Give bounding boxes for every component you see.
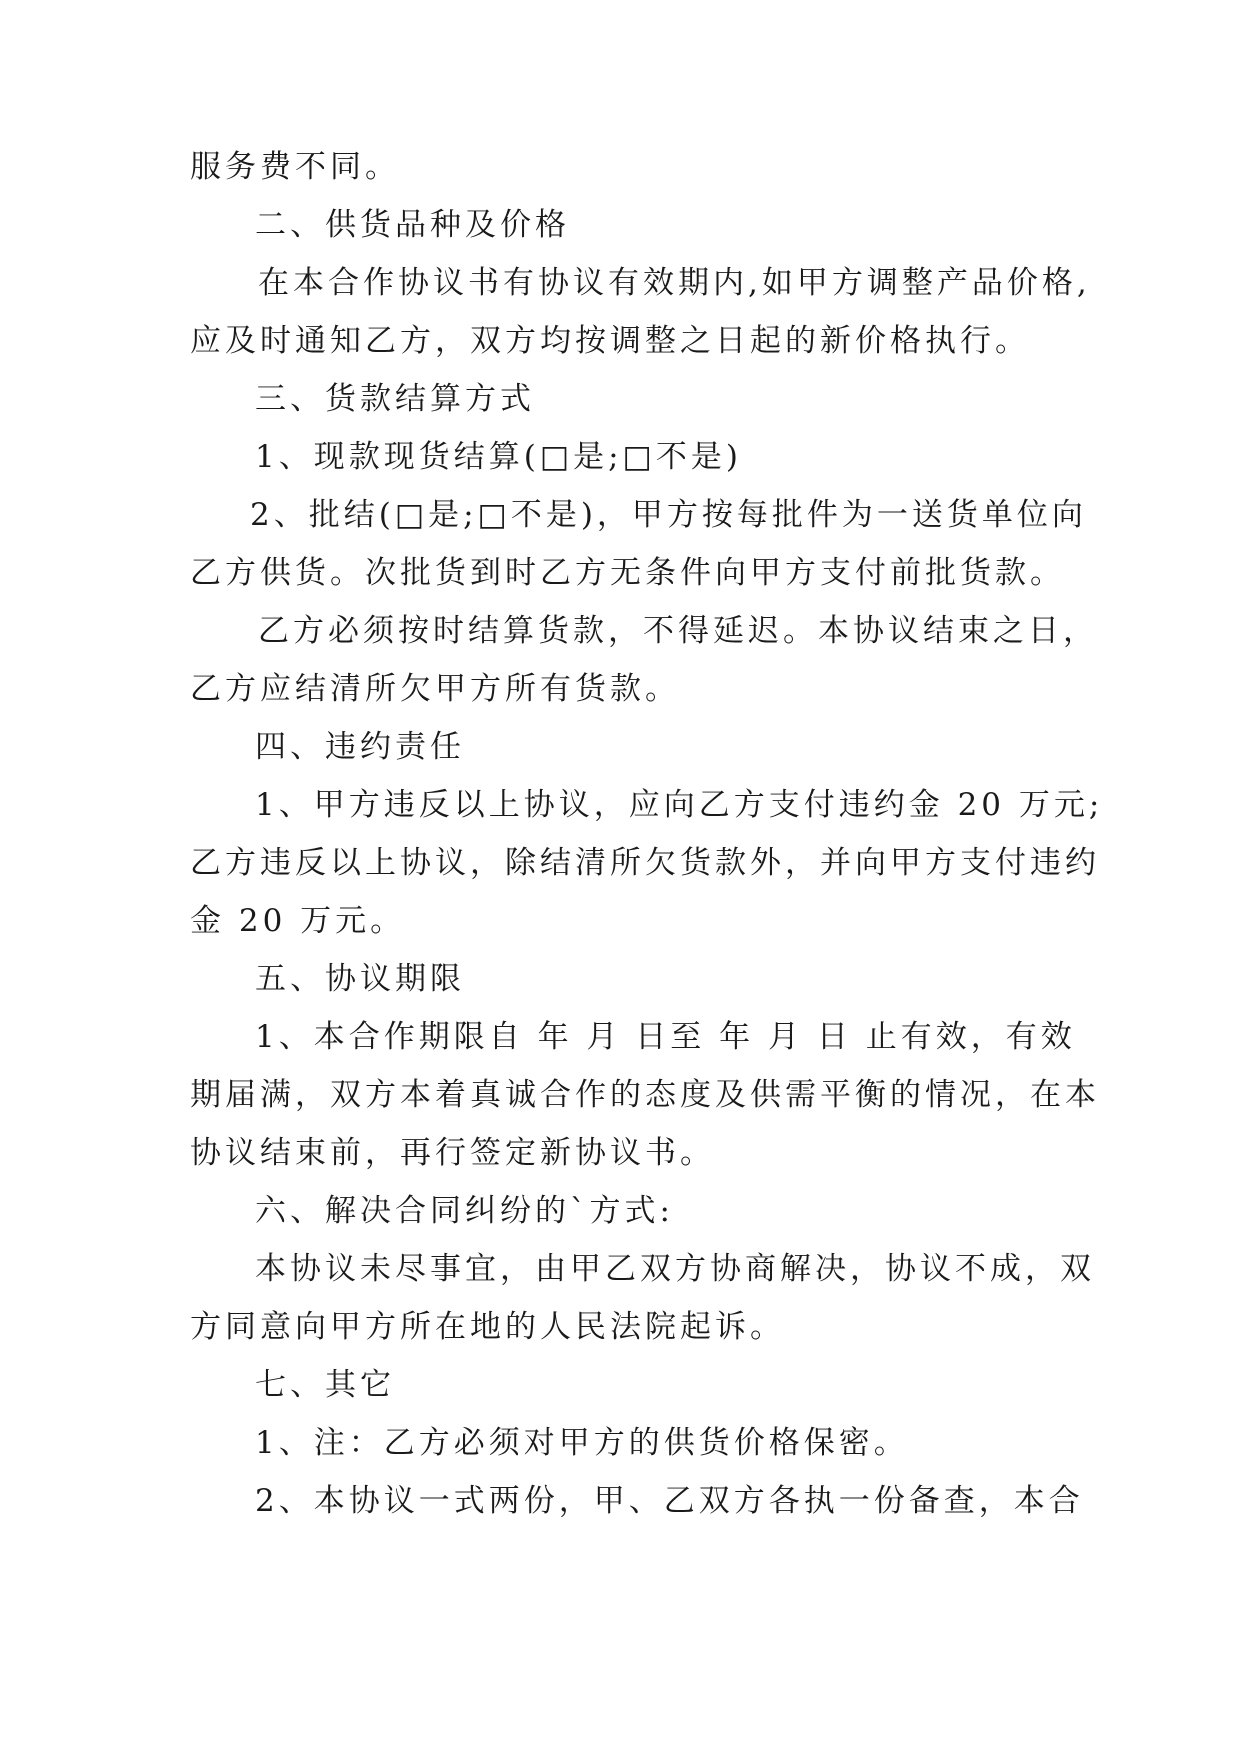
- text-line: 应及时通知乙方，双方均按调整之日起的新价格执行。: [190, 323, 1030, 359]
- text-line: 乙方违反以上协议，除结清所欠货款外，并向甲方支付违约: [190, 845, 1100, 881]
- text-line: 乙方必须按时结算货款，不得延迟。本协议结束之日，: [258, 613, 1098, 649]
- text-line: 协议结束前，再行签定新协议书。: [190, 1135, 715, 1171]
- text-line: 1、注：乙方必须对甲方的供货价格保密。: [255, 1425, 909, 1461]
- section-heading: 三、货款结算方式: [255, 381, 535, 417]
- section-heading: 五、协议期限: [255, 961, 465, 997]
- text-line: 本协议未尽事宜，由甲乙双方协商解决，协议不成，双: [255, 1251, 1095, 1287]
- text-line: 2、批结(□是;□不是)，甲方按每批件为一送货单位向: [250, 497, 1087, 533]
- text-line: 乙方供货。次批货到时乙方无条件向甲方支付前批货款。: [190, 555, 1065, 591]
- text-line: 金 20 万元。: [190, 903, 406, 939]
- text-line: 2、本协议一式两份，甲、乙双方各执一份备查，本合: [255, 1483, 1084, 1519]
- text-line: 1、本合作期限自 年 月 日至 年 月 日 止有效，有效: [255, 1019, 1076, 1055]
- section-heading: 四、违约责任: [255, 729, 465, 765]
- text-line: 服务费不同。: [190, 149, 400, 185]
- section-heading: 二、供货品种及价格: [255, 207, 570, 243]
- text-line: 1、甲方违反以上协议，应向乙方支付违约金 20 万元;: [255, 787, 1104, 823]
- section-heading: 六、解决合同纠纷的`方式:: [255, 1193, 674, 1229]
- text-line: 在本合作协议书有协议有效期内,如甲方调整产品价格,: [258, 265, 1091, 301]
- text-line: 方同意向甲方所在地的人民法院起诉。: [190, 1309, 785, 1345]
- text-line: 乙方应结清所欠甲方所有货款。: [190, 671, 680, 707]
- text-line: 期届满，双方本着真诚合作的态度及供需平衡的情况，在本: [190, 1077, 1100, 1113]
- text-line: 1、现款现货结算(□是;□不是): [255, 439, 742, 475]
- section-heading: 七、其它: [255, 1367, 395, 1403]
